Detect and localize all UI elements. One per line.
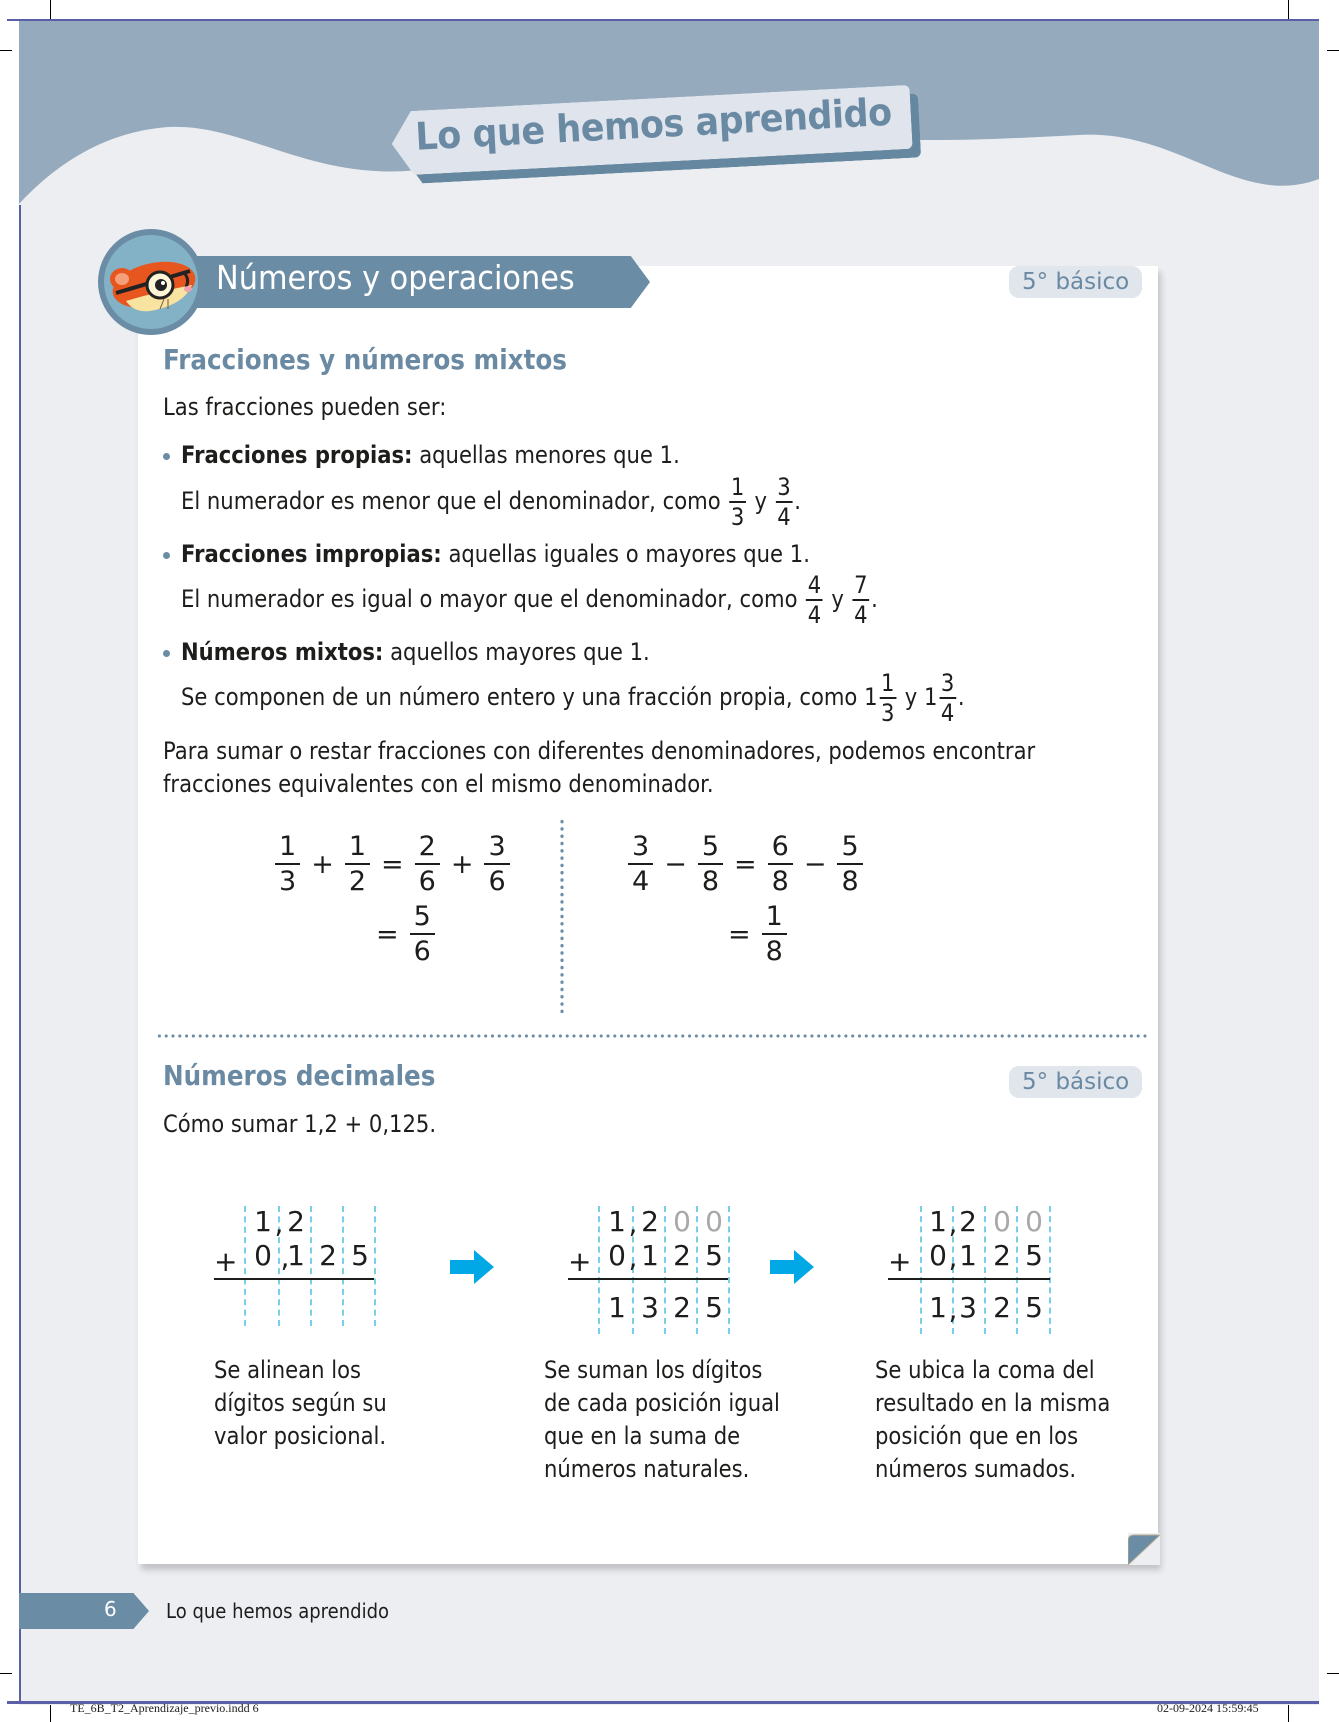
plus-sign: +	[214, 1245, 238, 1278]
page-title: Lo que hemos aprendido	[414, 89, 893, 159]
bullet-proper-fractions	[181, 439, 680, 472]
plus-sign: +	[568, 1245, 592, 1278]
column-addition-step-1: 1 , 2 + 0 , 1 2 5	[214, 1206, 374, 1326]
hamster-with-glasses-icon	[104, 235, 198, 329]
crop-mark	[0, 1673, 12, 1674]
page-number: 6	[104, 1597, 117, 1621]
arrow-right-icon	[770, 1250, 814, 1284]
slug-filename: TE_6B_T2_Aprendizaje_previo.indd 6	[70, 1701, 259, 1715]
crop-mark	[0, 50, 12, 51]
page-curl-icon	[1128, 1533, 1160, 1565]
grade-level-badge: 5° básico	[1009, 266, 1142, 298]
bullet-icon	[163, 650, 170, 657]
crop-mark	[1327, 1673, 1339, 1674]
bullet-desc: aquellas menores que 1.	[412, 441, 680, 469]
section-heading-fractions: Fracciones y números mixtos	[163, 343, 567, 376]
step-3-caption: Se ubica la coma del resultado en la misma posición que en los números sumados.	[875, 1356, 1111, 1483]
fraction: $\frac{7}{4}$	[854, 571, 868, 629]
dotted-divider-horizontal	[156, 1034, 1150, 1038]
column-addition-step-2: 1 , 2 0 0 + 0 , 1 2 5 1 3 2 5	[568, 1206, 728, 1334]
page-border	[19, 205, 21, 1703]
fraction-subtraction-example: $\frac{3}{4}$ − $\frac{5}{8}$ = $\frac{6}{8}$ − $\frac{5}{8}$	[625, 833, 866, 895]
dotted-divider-vertical	[560, 818, 564, 1014]
step-2-caption: Se suman los dígitos de cada posición igual que en la suma de números naturales.	[544, 1356, 780, 1483]
arrow-right-icon	[450, 1250, 494, 1284]
bullet-mixed-numbers	[181, 636, 650, 669]
fraction: $\frac{3}{4}$	[777, 473, 791, 531]
fraction-subtraction-result: = $\frac{1}{8}$	[720, 903, 790, 965]
page-number-tab	[19, 1593, 149, 1629]
bullet-detail: El numerador es menor que el denominador, como $\frac{1}{3}$ y $\frac{3}{4}$ .	[181, 473, 801, 531]
result-comma: ,	[948, 1293, 958, 1326]
bullet-improper-fractions	[181, 538, 810, 571]
slug-timestamp: 02-09-2024 15:59:45	[1157, 1701, 1259, 1715]
bullet-desc: aquellos mayores que 1.	[383, 638, 650, 666]
mascot-avatar	[98, 229, 204, 335]
fraction-addition-result: = $\frac{5}{6}$	[368, 903, 438, 965]
fraction: $\frac{4}{4}$	[807, 571, 822, 629]
bullet-term: Números mixtos:	[181, 638, 384, 666]
plus-sign: +	[888, 1245, 912, 1278]
page-border	[7, 19, 1319, 21]
crop-mark	[1327, 50, 1339, 51]
grade-level-badge: 5° básico	[1009, 1066, 1142, 1098]
step-1-caption: Se alinean los dígitos según su valor posicional.	[214, 1356, 387, 1450]
fraction: $\frac{1}{3}$	[881, 669, 895, 727]
bullet-icon	[163, 453, 170, 460]
fraction: $\frac{3}{4}$	[940, 669, 955, 727]
fraction: $\frac{1}{3}$	[730, 473, 745, 531]
column-addition-step-3: 1 , 2 0 0 + 0 , 1 2 5 1 , 3 2 5	[888, 1206, 1050, 1334]
equivalent-fractions-text: fracciones equivalentes con el mismo denominador.	[163, 770, 714, 798]
section-title: Números y operaciones	[216, 258, 575, 297]
footer-title: Lo que hemos aprendido	[166, 1599, 390, 1623]
fraction-addition-example: $\frac{1}{3}$ + $\frac{1}{2}$ = $\frac{2}{6}$ + $\frac{3}{6}$	[272, 833, 513, 895]
bullet-detail: El numerador es igual o mayor que el denominador, como $\frac{4}{4}$ y $\frac{7}{4}$ .	[181, 571, 878, 629]
bullet-term: Fracciones impropias:	[181, 540, 442, 568]
fractions-intro: Las fracciones pueden ser:	[163, 393, 447, 421]
bullet-icon	[163, 552, 170, 559]
bullet-term: Fracciones propias:	[181, 441, 413, 469]
equivalent-fractions-text: Para sumar o restar fracciones con diferentes denominadores, podemos encontrar	[163, 737, 1036, 765]
decimals-intro: Cómo sumar 1,2 + 0,125.	[163, 1110, 437, 1138]
bullet-detail: Se componen de un número entero y una fracción propia, como 1 $\frac{1}{3}$ y 1 $\frac{3}{4}$ .	[181, 669, 965, 727]
section-heading-decimals: Números decimales	[163, 1059, 436, 1092]
bullet-desc: aquellas iguales o mayores que 1.	[441, 540, 810, 568]
